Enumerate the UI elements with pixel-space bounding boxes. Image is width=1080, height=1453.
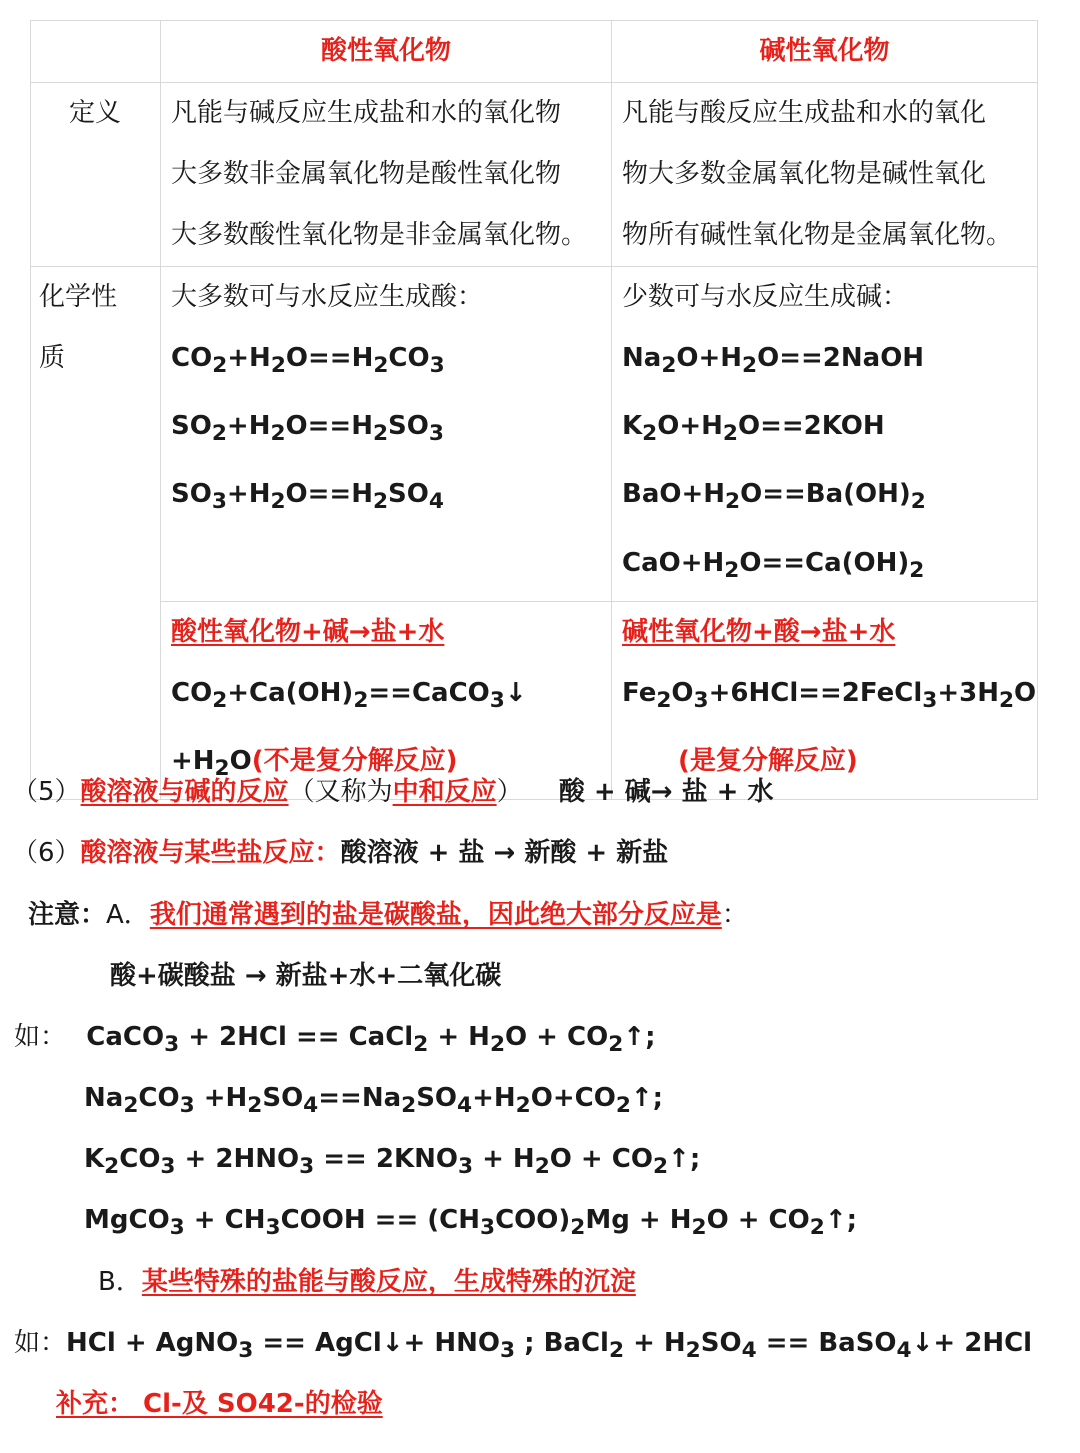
basic-intro: 少数可与水反应生成碱： [622, 282, 909, 312]
header-empty-cell [31, 21, 161, 83]
oxide-comparison-table [30, 20, 1038, 800]
text-line: 凡能与酸反应生成盐和水的氧化 [622, 98, 987, 128]
equation: $Fe_2O_3+6HCl==2FeCl_3+3H_2O$ [622, 677, 1037, 713]
example-1: 如： CaCO$_3$ + 2HCl == CaCl$_2$ + $H_2O$ + $CO_2↑$; [14, 1022, 656, 1058]
section-5: （5）酸溶液与碱的反应（又称为中和反应） 酸 + 碱→ 盐 + 水 [12, 777, 774, 807]
note-a: 注意：A．我们通常遇到的盐是碳酸盐，因此绝大部分反应是： [28, 900, 748, 930]
definition-row [31, 83, 1038, 267]
basic-definition [612, 83, 1038, 267]
text-line: 物所有碱性氧化物是金属氧化物。 [622, 220, 1013, 250]
acidic-base-reaction [161, 601, 612, 799]
note-a-text: 我们通常遇到的盐是碳酸盐，因此绝大部分反应是 [149, 900, 722, 930]
equation: $+H_2O$(不是复分解反应) [171, 745, 458, 782]
equation: $K_2O+H_2O==2KOH$ [622, 411, 885, 447]
reaction-type-note: (不是复分解反应) [251, 745, 458, 776]
note-b: B．某些特殊的盐能与酸反应，生成特殊的沉淀 [98, 1267, 636, 1297]
acidic-intro: 大多数可与水反应生成酸： [171, 282, 484, 312]
equation: $CO_2+Ca(OH)_2==CaCO_3↓$ [171, 677, 527, 713]
equation: $Na_2CO_3$ $+H_2SO_4==Na_2SO_4+H_2O+CO_2↑$; [84, 1083, 664, 1119]
equation: $BaO+H_2O==Ba(OH)_2$ [622, 479, 926, 515]
equation: $CaO+H_2O==Ca(OH)_2$ [622, 547, 925, 583]
equation: $SO_2+H_2O==H_2SO_3$ [171, 411, 444, 447]
basic-acid-reaction [612, 601, 1038, 799]
basic-rule: 碱性氧化物+酸→盐+水 [622, 616, 896, 647]
note-b-text: 某些特殊的盐能与酸反应，生成特殊的沉淀 [141, 1267, 636, 1297]
definition-label: 定义 [31, 83, 161, 267]
section-6-title: 酸溶液与某些盐反应： [80, 838, 341, 868]
section-6: （6）酸溶液与某些盐反应：酸溶液 + 盐 → 新酸 + 新盐 [12, 838, 669, 868]
text-line: 大多数非金属氧化物是酸性氧化物 [171, 159, 562, 189]
section-5-title: 酸溶液与碱的反应 [80, 777, 289, 807]
basic-water-reactions [612, 267, 1038, 602]
reaction-type-note: (是复分解反应) [678, 745, 858, 776]
section-6-formula: 酸溶液 + 盐 → 新酸 + 新盐 [340, 838, 669, 868]
table-header-row [31, 21, 1038, 83]
chemical-property-row [31, 267, 1038, 602]
chemical-property-label: 化学性 质 [31, 267, 161, 800]
equation: MgCO$_3$ + $CH_3COOH == (CH_3COO)_2Mg + H_2O$ + $CO_2↑$; [84, 1205, 858, 1241]
text-line: 凡能与碱反应生成盐和水的氧化物 [171, 98, 562, 128]
example-2: 如：HCl + AgNO$_3$ == AgCl↓+ $HNO_3$ ; BaCl$_2$ + $H_2SO_4$ == BaSO$_4$↓+ 2HCl [14, 1328, 1033, 1364]
acidic-water-reactions [161, 267, 612, 602]
equation: $CO_2+H_2O==H_2CO_3$ [171, 343, 445, 379]
equation: HCl + AgNO$_3$ == AgCl↓+ $HNO_3$ ; BaCl$_2$ + $H_2SO_4$ == BaSO$_4$↓+ 2HCl [66, 1328, 1033, 1364]
text-line: 大多数酸性氧化物是非金属氧化物。 [171, 220, 588, 250]
section-5-formula: 酸 + 碱→ 盐 + 水 [558, 777, 774, 807]
equation: $Na_2O+H_2O==2NaOH$ [622, 343, 925, 379]
header-basic-oxide: 碱性氧化物 [612, 21, 1038, 83]
header-acidic-oxide: 酸性氧化物 [161, 21, 612, 83]
supplement-heading: 补充： Cl-及 SO42-的检验 [56, 1389, 383, 1419]
neutralization-term: 中和反应 [392, 777, 497, 807]
equation: $K_2CO_3 + 2HNO_3 == 2KNO_3 + H_2O$ + $CO_2↑$; [84, 1144, 701, 1180]
acidic-definition [161, 83, 612, 267]
equation: $SO_3+H_2O==H_2SO_4$ [171, 479, 444, 515]
equation: CaCO$_3$ + 2HCl == CaCl$_2$ + $H_2O$ + $CO_2↑$; [86, 1022, 656, 1058]
base-acid-reaction-row [31, 601, 1038, 799]
carbonate-rule: 酸+碳酸盐 → 新盐+水+二氧化碳 [110, 961, 502, 991]
text-line: 物大多数金属氧化物是碱性氧化 [622, 159, 987, 189]
acidic-rule: 酸性氧化物+碱→盐+水 [171, 616, 445, 647]
